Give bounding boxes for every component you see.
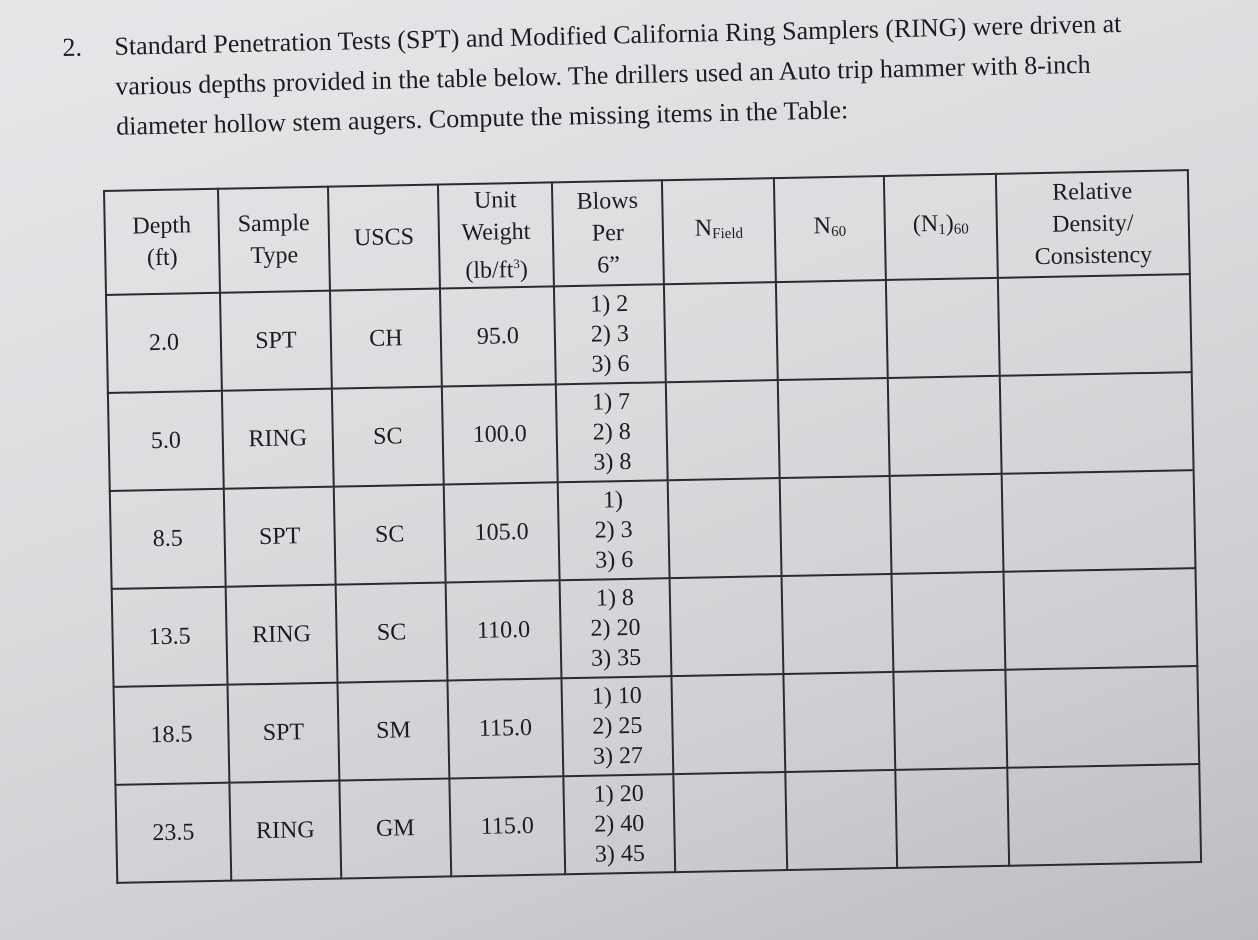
cell-n60-empty	[782, 574, 894, 674]
cell-uscs: CH	[330, 289, 442, 389]
cell-n-field-empty	[664, 282, 778, 382]
problem-number: 2.	[62, 32, 83, 62]
header-n-field: $N_{Field}$	[662, 178, 776, 284]
cell-relative-density-empty	[1005, 666, 1199, 768]
cell-depth: 5.0	[108, 391, 224, 491]
cell-sample-type: SPT	[224, 487, 336, 587]
cell-relative-density-empty	[1002, 470, 1196, 572]
cell-sample-type: RING	[229, 781, 341, 881]
cell-unit-weight: 115.0	[449, 776, 565, 876]
cell-blows: 1) 8 2) 20 3) 35	[560, 578, 672, 678]
cell-sample-type: SPT	[228, 683, 340, 783]
cell-relative-density-empty	[1007, 764, 1201, 866]
cell-blows: 1) 2 2) 3 3) 6	[554, 284, 666, 384]
cell-n-field-empty	[668, 478, 782, 578]
cell-uscs: SC	[332, 387, 444, 487]
cell-depth: 23.5	[115, 783, 231, 883]
header-depth: Depth (ft)	[104, 189, 220, 295]
cell-n1-60-empty	[888, 376, 1002, 476]
cell-unit-weight: 95.0	[440, 286, 556, 386]
cell-uscs: SC	[334, 485, 446, 585]
cell-n-field-empty	[673, 772, 787, 872]
cell-n1-60-empty	[890, 474, 1004, 574]
table-row	[115, 764, 1201, 883]
cell-uscs: SM	[337, 680, 449, 780]
spt-data-table	[103, 169, 1202, 884]
cell-n-field-empty	[666, 380, 780, 480]
cell-sample-type: RING	[226, 585, 338, 685]
cell-n-field-empty	[671, 674, 785, 774]
cell-sample-type: SPT	[220, 291, 332, 391]
table-header-row	[104, 170, 1190, 295]
cell-n-field-empty	[670, 576, 784, 676]
cell-n1-60-empty	[886, 278, 1000, 378]
problem-statement	[62, 3, 1184, 148]
cell-unit-weight: 100.0	[442, 384, 558, 484]
problem-text: Standard Penetration Tests (SPT) and Modified California Ring Samplers (RING) were driven at various depths provided in the table below. The drillers used an Auto trip hammer with 8-inch diameter hollow stem augers. Compute the missing items in the Table:	[114, 8, 1122, 141]
cell-unit-weight: 105.0	[444, 482, 560, 582]
header-blows: Blows Per 6”	[552, 180, 664, 286]
cell-blows: 1) 10 2) 25 3) 27	[561, 676, 673, 776]
cell-n60-empty	[778, 378, 890, 478]
cell-n1-60-empty	[893, 670, 1007, 770]
header-sample-type: Sample Type	[218, 187, 330, 293]
cell-relative-density-empty	[998, 274, 1192, 376]
header-n60: $N_{60}$	[774, 176, 886, 282]
header-n1-60: $(N_1)_{60}$	[884, 174, 998, 280]
cell-blows: 1) 7 2) 8 3) 8	[556, 382, 668, 482]
header-uscs: USCS	[328, 185, 440, 291]
cell-unit-weight: 110.0	[446, 580, 562, 680]
cell-n60-empty	[785, 770, 897, 870]
cell-uscs: GM	[339, 778, 451, 878]
cell-n60-empty	[776, 280, 888, 380]
header-relative-density: Relative Density/ Consistency	[996, 170, 1190, 278]
cell-depth: 18.5	[114, 685, 230, 785]
cell-n1-60-empty	[892, 572, 1006, 672]
cell-depth: 2.0	[106, 293, 222, 393]
cell-relative-density-empty	[1000, 372, 1194, 474]
cell-uscs: SC	[336, 582, 448, 682]
cell-blows: 1) 2) 3 3) 6	[558, 480, 670, 580]
cell-n60-empty	[783, 672, 895, 772]
cell-depth: 8.5	[110, 489, 226, 589]
cell-n1-60-empty	[895, 768, 1009, 868]
header-unit-weight: Unit Weight $(lb/ft^3)$	[438, 182, 554, 288]
cell-n60-empty	[780, 476, 892, 576]
cell-unit-weight: 115.0	[447, 678, 563, 778]
cell-relative-density-empty	[1003, 568, 1197, 670]
cell-sample-type: RING	[222, 389, 334, 489]
cell-depth: 13.5	[112, 587, 228, 687]
spt-table-wrapper	[103, 169, 1202, 884]
cell-blows: 1) 20 2) 40 3) 45	[563, 774, 675, 874]
